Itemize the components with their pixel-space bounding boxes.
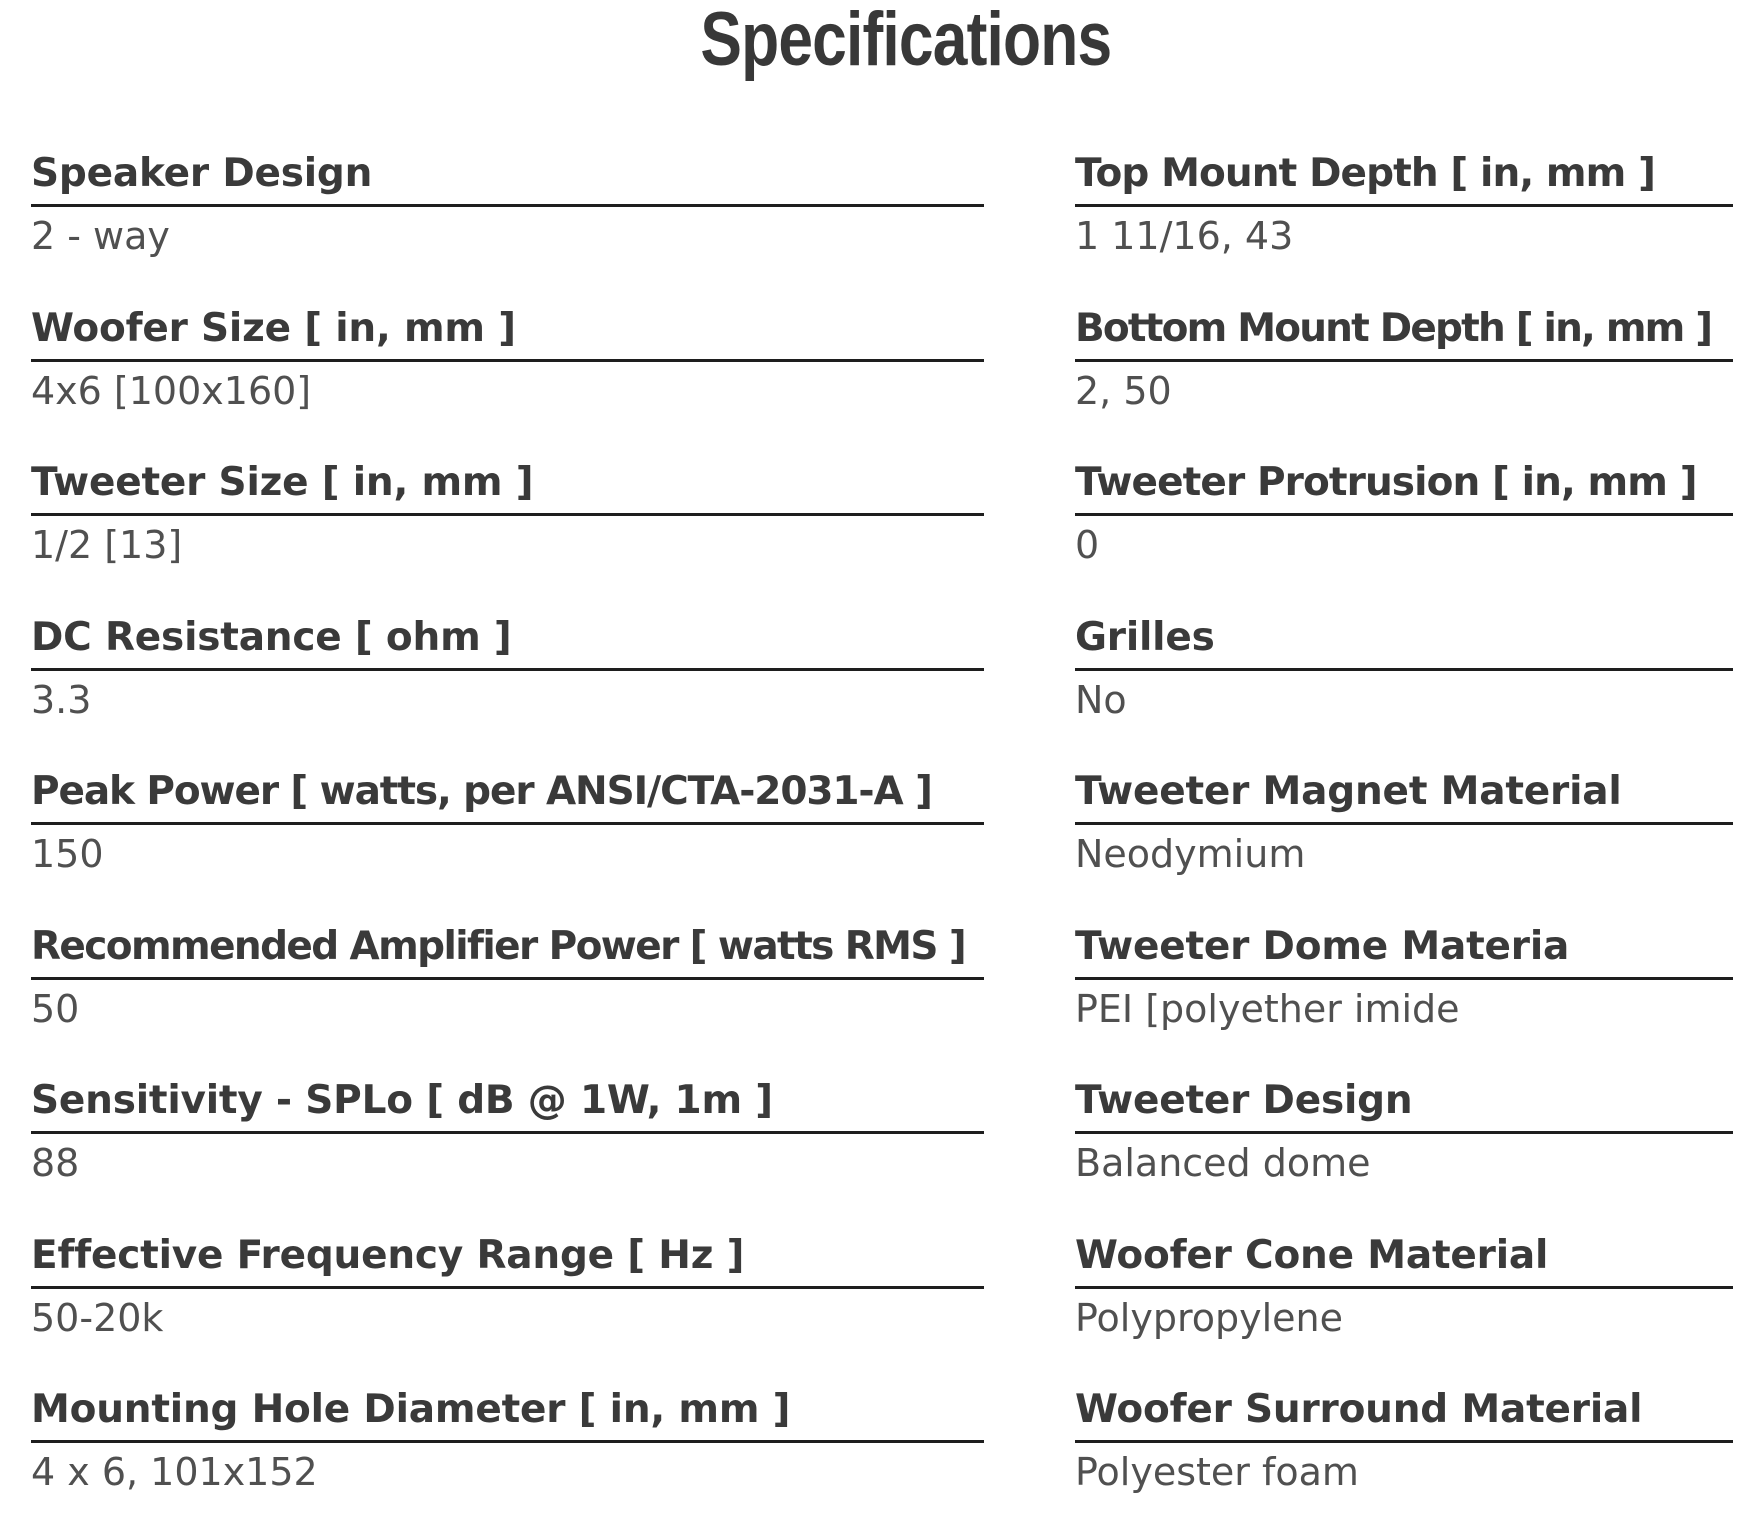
spec-frequency-range bbox=[31, 1230, 984, 1385]
spec-tweeter-dome-material bbox=[1075, 921, 1733, 1076]
spec-bottom-mount-depth bbox=[1075, 303, 1733, 458]
spec-label: Woofer Cone Material bbox=[1075, 1230, 1733, 1289]
spec-label: Grilles bbox=[1075, 612, 1733, 671]
spec-dc-resistance bbox=[31, 612, 984, 767]
spec-label: Effective Frequency Range [ Hz ] bbox=[31, 1230, 984, 1289]
spec-value: 2, 50 bbox=[1075, 368, 1172, 413]
spec-label: Woofer Surround Material bbox=[1075, 1384, 1733, 1443]
spec-tweeter-magnet-material bbox=[1075, 766, 1733, 921]
spec-value: 2 - way bbox=[31, 214, 170, 258]
spec-value: 50 bbox=[31, 986, 80, 1031]
spec-value: 0 bbox=[1075, 523, 1100, 567]
spec-label: Bottom Mount Depth [ in, mm ] bbox=[1075, 303, 1733, 362]
spec-top-mount-depth bbox=[1075, 148, 1733, 303]
spec-tweeter-design bbox=[1075, 1075, 1733, 1230]
spec-value: Polypropylene bbox=[1075, 1295, 1344, 1340]
spec-label: Speaker Design bbox=[31, 148, 984, 207]
spec-label: Tweeter Dome Materia bbox=[1075, 921, 1733, 980]
spec-woofer-cone-material bbox=[1075, 1230, 1733, 1385]
page-title: Specifications bbox=[700, 0, 1112, 82]
spec-value: 50-20k bbox=[31, 1295, 164, 1340]
spec-value: 4x6 [100x160] bbox=[31, 368, 312, 413]
spec-sensitivity bbox=[31, 1075, 984, 1230]
spec-label: Tweeter Magnet Material bbox=[1075, 766, 1733, 825]
spec-label: Sensitivity - SPLo [ dB @ 1W, 1m ] bbox=[31, 1075, 984, 1134]
spec-peak-power bbox=[31, 766, 984, 921]
spec-column-right bbox=[1075, 148, 1733, 1539]
spec-mounting-hole-diameter bbox=[31, 1384, 984, 1539]
spec-column-left bbox=[31, 148, 984, 1539]
spec-label: Tweeter Protrusion [ in, mm ] bbox=[1075, 457, 1733, 516]
spec-value: Polyester foam bbox=[1075, 1450, 1359, 1494]
spec-value: 1 11/16, 43 bbox=[1075, 214, 1294, 258]
spec-recommended-amplifier-power bbox=[31, 921, 984, 1076]
spec-tweeter-size bbox=[31, 457, 984, 612]
spec-tweeter-protrusion bbox=[1075, 457, 1733, 612]
spec-grilles bbox=[1075, 612, 1733, 767]
spec-label: Mounting Hole Diameter [ in, mm ] bbox=[31, 1384, 984, 1443]
spec-value: 1/2 [13] bbox=[31, 523, 183, 567]
spec-value: No bbox=[1075, 677, 1127, 722]
spec-woofer-size bbox=[31, 303, 984, 458]
spec-woofer-surround-material bbox=[1075, 1384, 1733, 1539]
spec-value: 3.3 bbox=[31, 677, 92, 722]
spec-label: Tweeter Size [ in, mm ] bbox=[31, 457, 984, 516]
spec-label: Recommended Amplifier Power [ watts RMS ] bbox=[31, 921, 984, 980]
spec-speaker-design bbox=[31, 148, 984, 303]
spec-label: Tweeter Design bbox=[1075, 1075, 1733, 1134]
spec-value: Neodymium bbox=[1075, 832, 1306, 876]
spec-value: 150 bbox=[31, 832, 104, 876]
spec-value: Balanced dome bbox=[1075, 1141, 1371, 1185]
spec-label: Top Mount Depth [ in, mm ] bbox=[1075, 148, 1733, 207]
spec-label: DC Resistance [ ohm ] bbox=[31, 612, 984, 671]
spec-value: 88 bbox=[31, 1141, 80, 1185]
spec-value: 4 x 6, 101x152 bbox=[31, 1450, 318, 1494]
spec-value: PEI [polyether imide bbox=[1075, 986, 1460, 1031]
spec-label: Woofer Size [ in, mm ] bbox=[31, 303, 984, 362]
spec-label: Peak Power [ watts, per ANSI/CTA-2031-A ] bbox=[31, 766, 984, 825]
